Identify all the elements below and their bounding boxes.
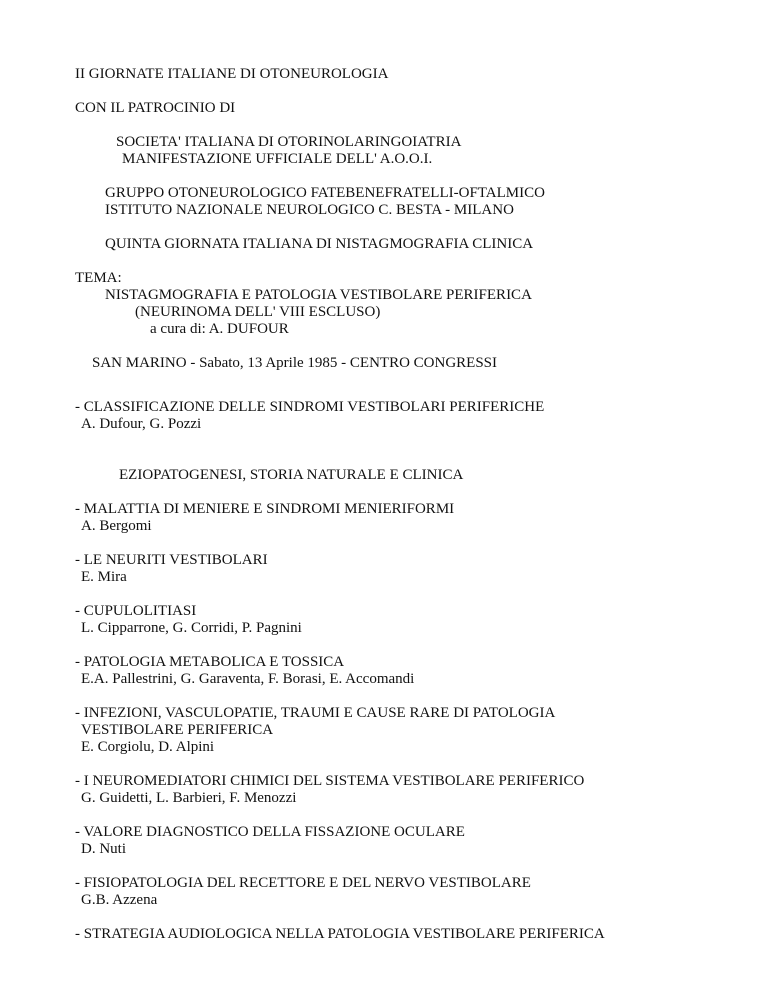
program-item-title: - VALORE DIAGNOSTICO DELLA FISSAZIONE OCULARE: [75, 824, 465, 840]
patronage-intro: CON IL PATROCINIO DI: [75, 100, 236, 116]
venue-date: SAN MARINO - Sabato, 13 Aprile 1985 - CENTRO CONGRESSI: [92, 355, 497, 371]
theme-label: TEMA:: [75, 270, 122, 286]
program-item-authors: G.B. Azzena: [81, 892, 158, 908]
program-item-authors: L. Cipparrone, G. Corridi, P. Pagnini: [81, 620, 302, 636]
program-item-authors: D. Nuti: [81, 841, 126, 857]
program-item-authors: E.A. Pallestrini, G. Garaventa, F. Borasi, E. Accomandi: [81, 671, 415, 687]
program-item-title: - I NEUROMEDIATORI CHIMICI DEL SISTEMA VESTIBOLARE PERIFERICO: [75, 773, 585, 789]
program-item-authors: A. Dufour, G. Pozzi: [81, 416, 202, 432]
society-name: SOCIETA' ITALIANA DI OTORINOLARINGOIATRIA: [116, 134, 462, 150]
theme-line-1: NISTAGMOGRAFIA E PATOLOGIA VESTIBOLARE PERIFERICA: [105, 287, 532, 303]
organizer-line-1: GRUPPO OTONEUROLOGICO FATEBENEFRATELLI-OFTALMICO: [105, 185, 545, 201]
program-item-authors: E. Corgiolu, D. Alpini: [81, 739, 215, 755]
event-title: II GIORNATE ITALIANE DI OTONEUROLOGIA: [75, 66, 389, 82]
official-event-line: MANIFESTAZIONE UFFICIALE DELL' A.O.O.I.: [122, 151, 433, 167]
program-item-title: - PATOLOGIA METABOLICA E TOSSICA: [75, 654, 345, 670]
program-item-title: - STRATEGIA AUDIOLOGICA NELLA PATOLOGIA VESTIBOLARE PERIFERICA: [75, 926, 605, 942]
program-item-title: - LE NEURITI VESTIBOLARI: [75, 552, 268, 568]
program-item-authors: G. Guidetti, L. Barbieri, F. Menozzi: [81, 790, 297, 806]
program-item-authors: E. Mira: [81, 569, 127, 585]
theme-line-2: (NEURINOMA DELL' VIII ESCLUSO): [135, 304, 381, 320]
program-item-title: - MALATTIA DI MENIERE E SINDROMI MENIERIFORMI: [75, 501, 455, 517]
sub-event-title: QUINTA GIORNATA ITALIANA DI NISTAGMOGRAFIA CLINICA: [105, 236, 534, 252]
program-item-title-continued: VESTIBOLARE PERIFERICA: [81, 722, 274, 738]
program-item-authors: A. Bergomi: [81, 518, 152, 534]
section-heading: EZIOPATOGENESI, STORIA NATURALE E CLINICA: [119, 467, 464, 483]
program-item-title: - FISIOPATOLOGIA DEL RECETTORE E DEL NERVO VESTIBOLARE: [75, 875, 531, 891]
program-item-title: - CLASSIFICAZIONE DELLE SINDROMI VESTIBOLARI PERIFERICHE: [75, 399, 545, 415]
program-item-title: - CUPULOLITIASI: [75, 603, 197, 619]
program-item-title: - INFEZIONI, VASCULOPATIE, TRAUMI E CAUSE RARE DI PATOLOGIA: [75, 705, 556, 721]
organizer-line-2: ISTITUTO NAZIONALE NEUROLOGICO C. BESTA - MILANO: [105, 202, 514, 218]
theme-curator: a cura di: A. DUFOUR: [150, 321, 289, 337]
